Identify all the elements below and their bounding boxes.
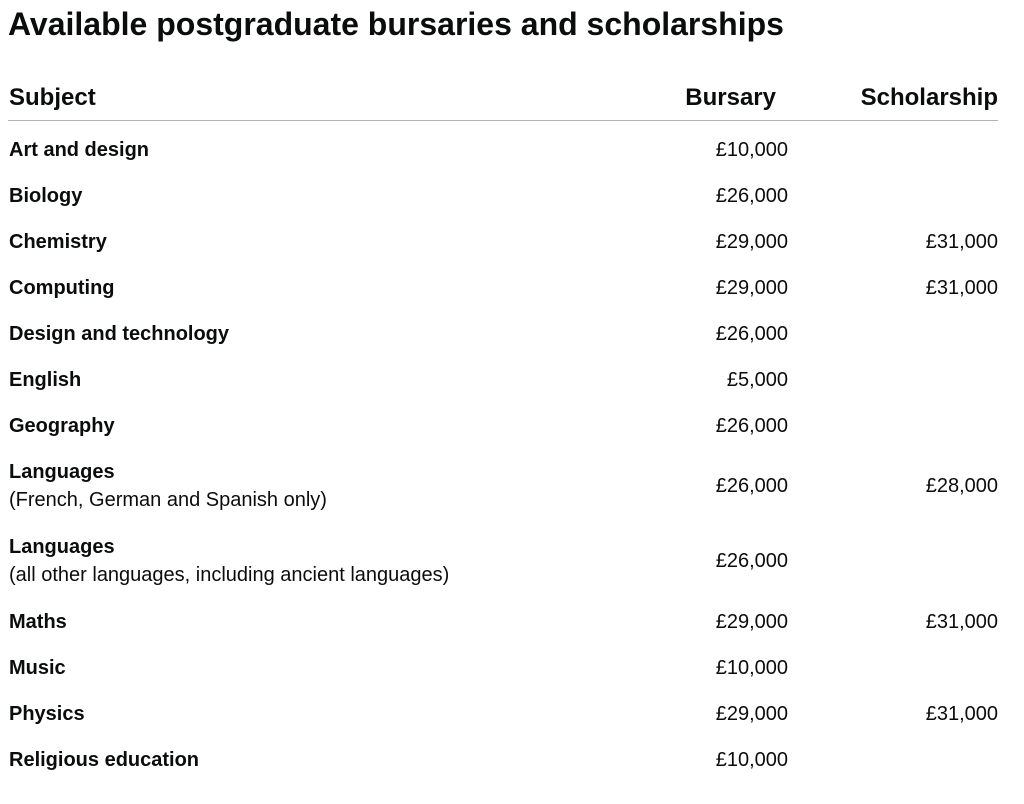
- table-row: [8, 127, 998, 173]
- page-title: Available postgraduate bursaries and scholarships: [8, 6, 784, 42]
- subject-name: Geography: [9, 415, 115, 437]
- bursary-table: [8, 76, 998, 783]
- bursary-value: £29,000: [715, 610, 788, 633]
- bursary-value: £26,000: [715, 550, 788, 572]
- subject-note: (all other languages, including ancient languages): [9, 563, 450, 586]
- table-row: [8, 645, 998, 691]
- header-subject: Subject: [9, 84, 96, 111]
- table-row: [8, 449, 998, 524]
- bursary-value: £10,000: [715, 748, 788, 771]
- subject-name: Languages: [9, 460, 115, 483]
- subject-name: Maths: [9, 611, 67, 633]
- bursary-value: £5,000: [726, 368, 788, 391]
- bursary-value: £26,000: [715, 184, 788, 207]
- table-row: [8, 599, 998, 645]
- subject-name: Music: [9, 657, 66, 679]
- table-row: [8, 737, 998, 783]
- bursary-value: £10,000: [715, 138, 788, 161]
- subject-note: (French, German and Spanish only): [9, 488, 327, 511]
- scholarship-value: £31,000: [925, 610, 998, 633]
- table-row: [8, 403, 998, 449]
- bursary-value: £29,000: [715, 276, 788, 299]
- table-row: [8, 311, 998, 357]
- subject-name: Chemistry: [9, 231, 107, 253]
- table-row: [8, 265, 998, 311]
- header-bursary: Bursary: [685, 84, 776, 111]
- bursary-value: £26,000: [715, 475, 788, 497]
- subject-name: Physics: [9, 703, 85, 725]
- bursary-value: £26,000: [715, 414, 788, 437]
- bursary-value: £26,000: [715, 322, 788, 345]
- subject-name: Design and technology: [9, 323, 230, 345]
- scholarship-value: £31,000: [925, 230, 998, 253]
- header-scholarship: Scholarship: [860, 84, 998, 111]
- subject-name: Religious education: [9, 749, 200, 771]
- bursary-value: £29,000: [715, 230, 788, 253]
- subject-name: Biology: [9, 185, 83, 207]
- scholarship-value: £31,000: [925, 702, 998, 725]
- table-row: [8, 691, 998, 737]
- subject-name: Art and design: [9, 139, 150, 161]
- table-row: [8, 173, 998, 219]
- subject-name: Languages: [9, 535, 115, 558]
- table-row: [8, 357, 998, 403]
- scholarship-value: £28,000: [925, 475, 998, 497]
- subject-name: Computing: [9, 277, 115, 299]
- table-row: [8, 219, 998, 265]
- table-row: [8, 524, 998, 599]
- subject-name: English: [9, 369, 82, 391]
- scholarship-value: £31,000: [925, 276, 998, 299]
- table-header: [8, 76, 998, 121]
- bursary-value: £29,000: [715, 702, 788, 725]
- bursary-value: £10,000: [715, 656, 788, 679]
